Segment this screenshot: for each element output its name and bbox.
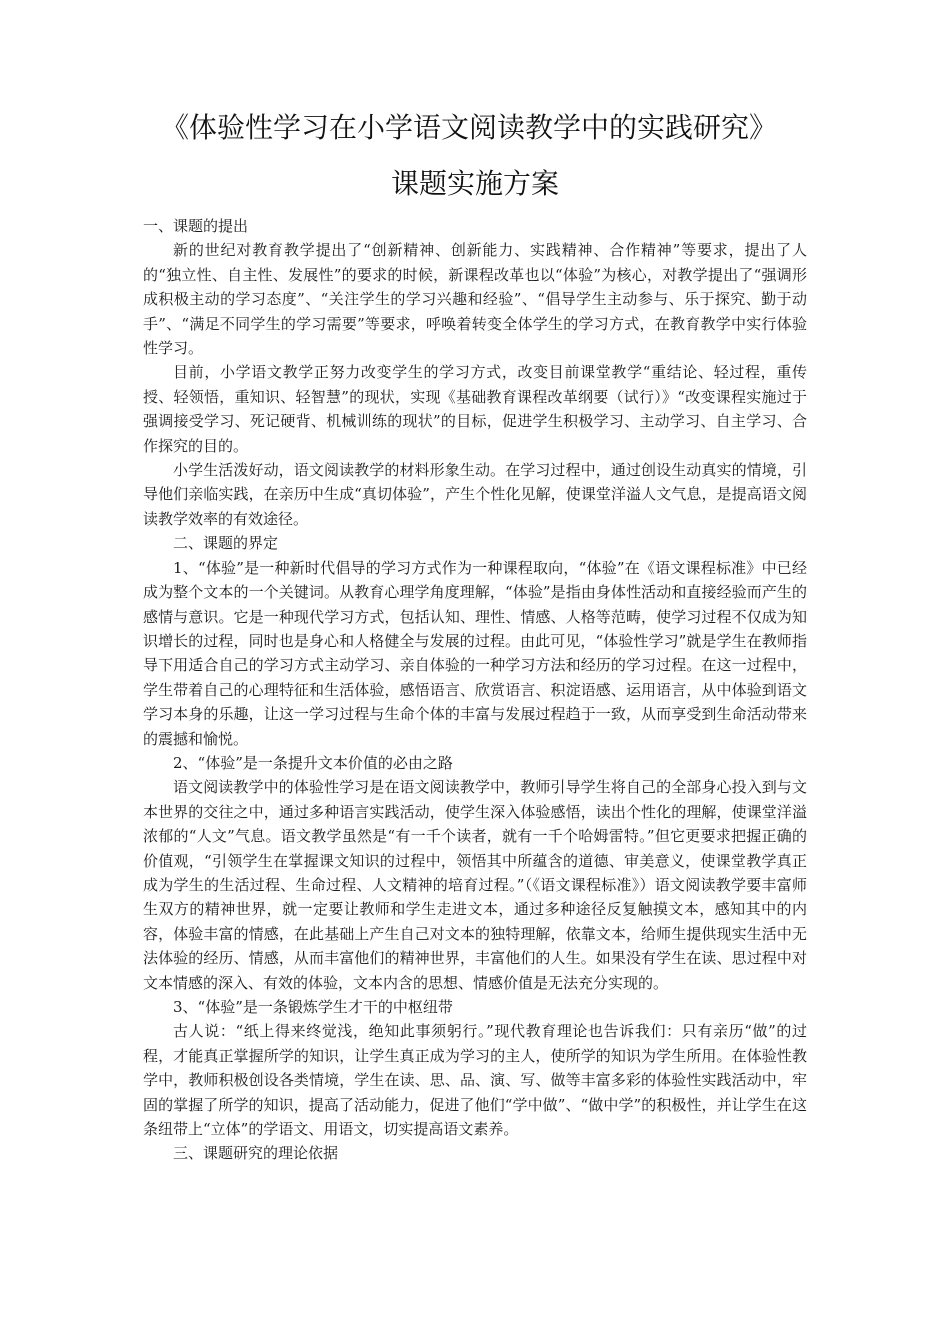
paragraph: 目前，小学语文教学正努力改变学生的学习方式，改变目前课堂教学“重结论、轻过程，重传授、轻领悟，重知识、轻智慧”的现状，实现《基础教育课程改革纲要（试行）》“改变课程实施过于强调接受学习、死记硬背、机械训练的现状”的目标，促进学生积极学习、主动学习、自主学习、合作探究的目的。 [143,363,807,455]
document-title: 《体验性学习在小学语文阅读教学中的实践研究》 [160,111,777,144]
paragraph: 语文阅读教学中的体验性学习是在语文阅读教学中，教师引导学生将自己的全部身心投入到与文本世界的交往之中，通过多种语言实践活动，使学生深入体验感悟，读出个性化的理解，使课堂洋溢浓郁的“人文”气息。语文教学虽然是“有一千个读者，就有一千个哈姆雷特。”但它更要求把握正确的价值观，“引领学生在掌握课文知识的过程中，领悟其中所蕴含的道德、审美意义，使课堂教学真正成为学生的生活过程、生命过程、人文精神的培育过程。”（《语文课程标准》）语文阅读教学要丰富师生双方的精神世界，就一定要让教师和学生走进文本，通过多种途径反复触摸文本，感知其中的内容，体验丰富的情感，在此基础上产生自己对文本的独特理解，依靠文本，给师生提供现实生活中无法体验的经历、情感，从而丰富他们的精神世界，丰富他们的人生。如果没有学生在读、思过程中对文本情感的深入、有效的体验，文本内含的思想、情感价值是无法充分实现的。 [143,778,807,992]
document-subtitle: 课题实施方案 [390,167,559,200]
subsection-heading: 3、“体验”是一条锻炼学生才干的中枢纽带 [173,998,453,1016]
paragraph: 小学生活泼好动，语文阅读教学的材料形象生动。在学习过程中，通过创设生动真实的情境，引导他们亲临实践，在亲历中生成“真切体验”，产生个性化见解，使课堂洋溢人文气息，是提高语文阅读教学效率的有效途径。 [143,461,807,528]
paragraph: 1、“体验”是一种新时代倡导的学习方式作为一种课程取向，“体验”在《语文课程标准》中已经成为整个文本的一个关键词。从教育心理学角度理解，“体验”是指由身体性活动和直接经验而产生的感情与意识。它是一种现代学习方式，包括认知、理性、情感、人格等范畴，使学习过程不仅成为知识增长的过程，同时也是身心和人格健全与发展的过程。由此可见，“体验性学习”就是学生在教师指导下用适合自己的学习方式主动学习、亲自体验的一种学习方法和经历的学习过程。在这一过程中，学生带着自己的心理特征和生活体验，感悟语言、欣赏语言、积淀语感、运用语言，从中体验到语文学习本身的乐趣，让这一学习过程与生命个体的丰富与发展过程趋于一致，从而享受到生命活动带来的震撼和愉悦。 [143,558,807,748]
document-body [143,214,807,1166]
paragraph: 古人说：“纸上得来终觉浅，绝知此事须躬行。”现代教育理论也告诉我们：只有亲历“做”的过程，才能真正掌握所学的知识，让学生真正成为学习的主人，使所学的知识为学生所用。在体验性教学中，教师积极创设各类情境，学生在读、思、品、演、写、做等丰富多彩的体验性实践活动中，牢固的掌握了所学的知识，提高了活动能力，促进了他们“学中做”、“做中学”的积极性，并让学生在这条纽带上“立体”的学语文、用语文，切实提高语文素养。 [143,1022,807,1139]
section-heading-2: 二、课题的界定 [173,534,279,553]
section-heading-3: 三、课题研究的理论依据 [173,1144,339,1163]
section-heading-1: 一、课题的提出 [143,217,249,235]
subsection-heading: 2、“体验”是一条提升文本价值的必由之路 [173,753,453,772]
paragraph: 新的世纪对教育教学提出了“创新精神、创新能力、实践精神、合作精神”等要求，提出了人的“独立性、自主性、发展性”的要求的时候，新课程改革也以“体验”为核心，对教学提出了“强调形成积极主动的学习态度”、“关注学生的学习兴趣和经验”、“倡导学生主动参与、乐于探究、勤于动手”、“满足不同学生的学习需要”等要求，呼唤着转变全体学生的学习方式，在教育教学中实行体验性学习。 [143,241,807,358]
